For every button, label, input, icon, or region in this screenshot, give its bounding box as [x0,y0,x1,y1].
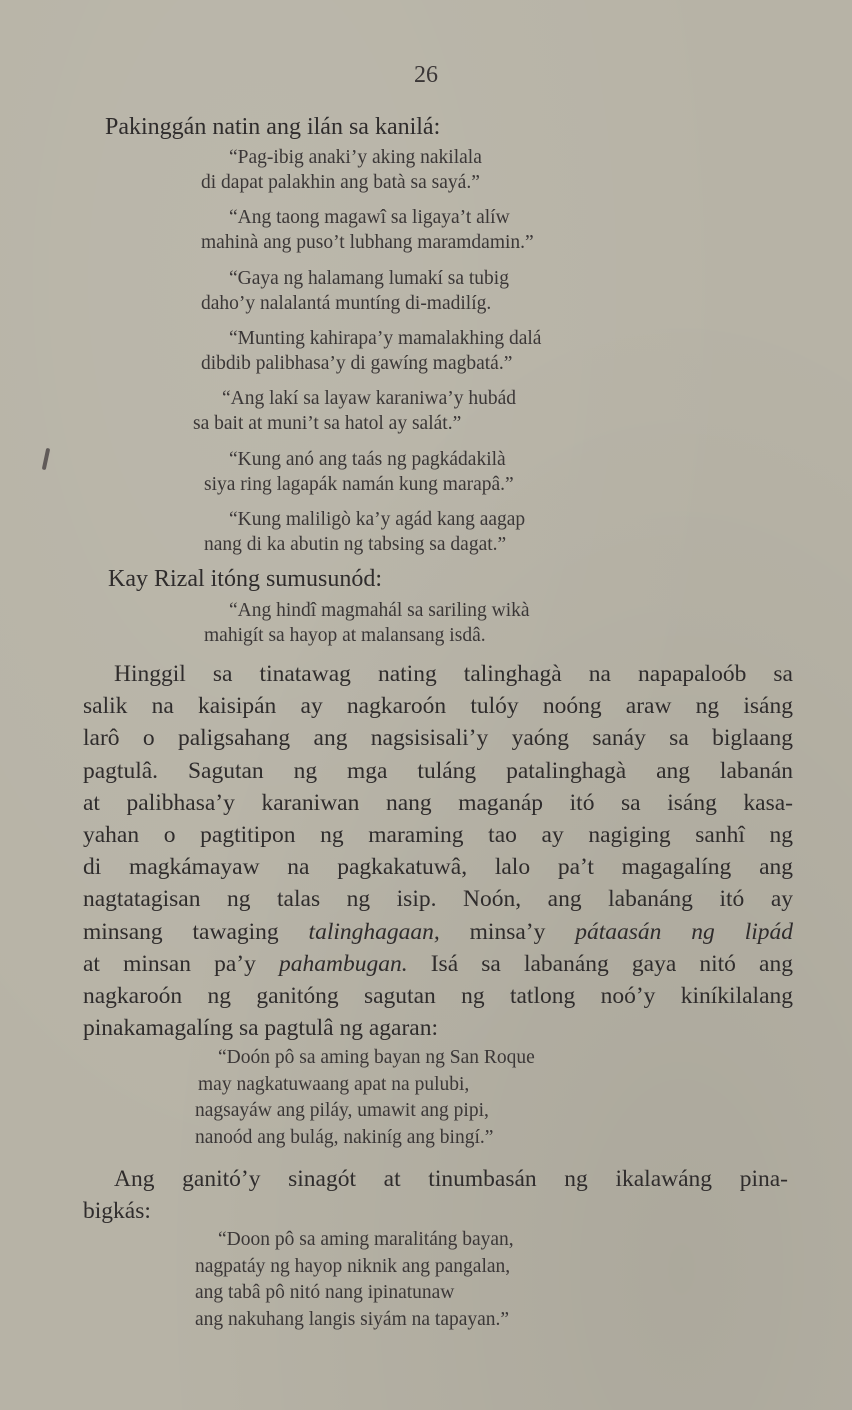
verse-line: mahigít sa hayop at malansang isdâ. [204,625,486,647]
proverb-4 [0,326,541,376]
proverb-7 [0,507,525,557]
proverb-5 [0,386,516,436]
response-paragraph [83,1163,788,1227]
paragraph-line: pinakamagalíng sa pagtulâ ng agaran: [83,1015,438,1042]
proverb-line: nang di ka abutin ng tabsing sa dagat.” [204,534,507,556]
verse-line: “Doón pô sa aming bayan ng San Roque [218,1047,535,1068]
proverb-line: di dapat palakhin ang batà sa sayá.” [201,172,480,194]
proverb-line: “Kung anó ang taás ng pagkádakilà [229,449,506,470]
proverb-line: daho’y nalalantá muntíng di-madilíg. [201,293,492,315]
paragraph-line: Ang ganitó’y sinagót at tinumbasán ng ikalawáng pina- [114,1166,788,1192]
verse-line: “Doon pô sa aming maralitáng bayan, [218,1229,514,1250]
proverb-1 [0,145,482,195]
verse-line: nagsayáw ang piláy, umawit ang pipi, [195,1100,489,1122]
paragraph-line [83,916,793,948]
verse-line: nagpatáy ng hayop niknik ang pangalan, [195,1255,511,1277]
verse-line: may nagkatuwaang apat na pulubi, [198,1073,470,1095]
proverb-line: sa bait at muni’t sa hatol ay salát.” [193,413,462,435]
rizal-verse [0,598,852,648]
maralita-verse [0,1227,852,1333]
verse-line: ang nakuhang langis siyám na tapayan.” [195,1308,510,1330]
verse-line: ang tabâ pô nitó nang ipinatunaw [195,1282,455,1304]
proverb-2 [0,205,534,255]
paragraph-line: nagkaroón ng ganitóng sagutan ng tatlong noó’y kiníkilalang [83,983,793,1010]
proverb-line: “Ang lakí sa layaw karaniwa’y hubád [222,388,517,409]
verse-line: nanoód ang bulág, nakiníg ang bingí.” [195,1126,494,1148]
rizal-intro-line: Kay Rizal itóng sumusunód: [108,566,382,592]
proverb-line: “Munting kahirapa’y mamalakhing dalá [229,328,542,349]
intro-line: Pakinggán natin ang ilán sa kanilá: [105,114,441,140]
paragraph-line: at palibhasa’y karaniwan nang maganáp itó sa isáng kasa- [83,789,793,816]
text-run: minsa’y [439,918,576,945]
verse-line: “Ang hindî magmahál sa sariling wikà [229,600,530,621]
page-number: 26 [414,62,438,88]
paragraph-line: salik na kaisipán ay nagkaroón tulóy noóng araw ng isáng [83,693,793,720]
paragraph-line [83,948,793,980]
paragraph-line: pagtulâ. Sagutan ng mga tuláng patalinghagà ang labanán [83,757,793,784]
paragraph-line: yahan o pagtitipon ng maraming tao ay nagiging sanhî ng [83,822,793,849]
proverb-line: mahinà ang puso’t lubhang maramdamin.” [201,232,534,254]
proverb-line: “Kung maliligò ka’y agád kang aagap [229,509,526,530]
italic-term-talinghagaan: talinghagaan, [308,918,440,945]
proverb-line: siya ring lagapák namán kung marapâ.” [204,474,514,496]
italic-term-pataasan: pátaasán ng lipád [575,918,793,945]
paragraph-line: bigkás: [83,1198,151,1225]
proverb-6 [0,447,514,497]
proverb-line: “Ang taong magawî sa ligaya’t alíw [229,207,510,228]
paragraph-line: larô o paligsahang ang nagsisisali’y yaóng sanáy sa biglaang [83,725,793,752]
paragraph-line: Hinggil sa tinatawag nating talinghagà na napapaloób sa [114,661,793,687]
talinghaga-paragraph [83,658,793,1044]
paragraph-line: di magkámayaw na pagkakatuwâ, lalo pa’t magagalíng ang [83,854,793,881]
san-roque-verse [0,1045,852,1151]
paragraph-line: nagtatagisan ng talas ng isip. Noón, ang labanáng itó ay [83,886,793,913]
text-run: at minsan pa’y [83,950,279,977]
text-run: minsang tawaging [83,918,309,945]
text-run: Isá sa labanáng gaya nitó ang [407,950,793,977]
proverb-line: dibdib palibhasa’y di gawíng magbatá.” [201,353,513,375]
proverb-3 [0,266,509,316]
proverb-line: “Gaya ng halamang lumakí sa tubig [229,268,509,289]
italic-term-pahambugan: pahambugan. [278,950,408,977]
proverb-line: “Pag-ibig anaki’y aking nakilala [229,147,482,168]
